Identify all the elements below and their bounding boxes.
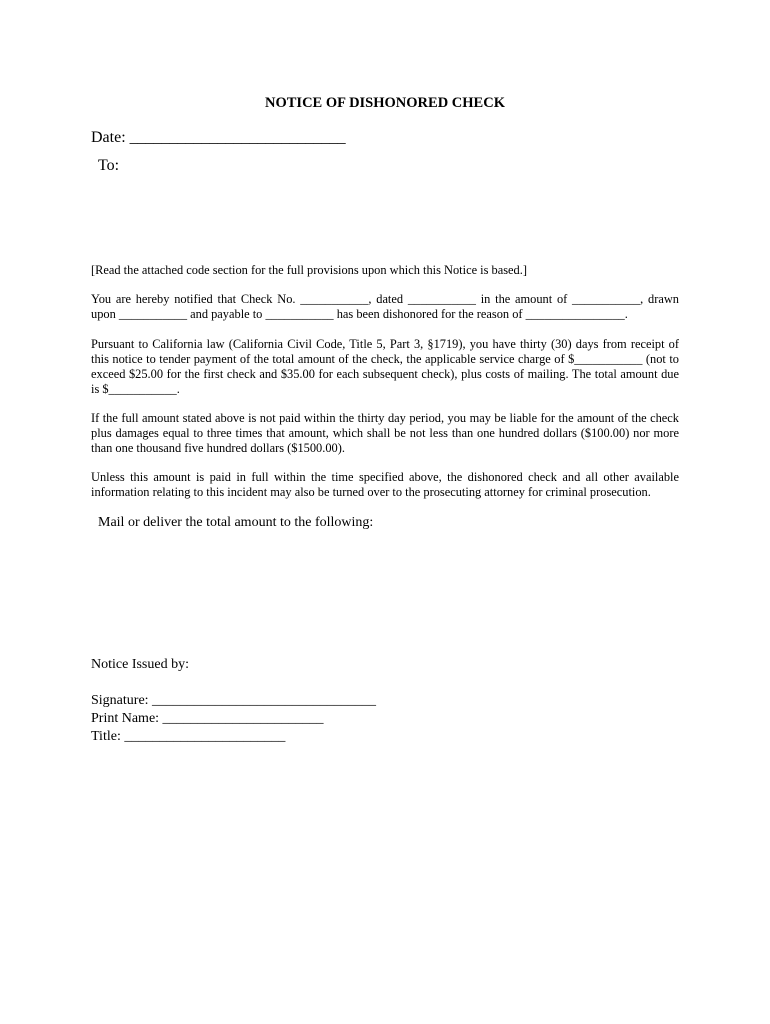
signature-line: Signature: ________________________________ (91, 693, 377, 708)
date-field-line: Date: ___________________________ (91, 129, 346, 146)
print-name-line: Print Name: _______________________ (91, 711, 324, 726)
document-title: NOTICE OF DISHONORED CHECK (265, 95, 505, 111)
signature-block (91, 692, 376, 746)
prosecution-paragraph: Unless this amount is paid in full within the time specified above, the dishonored check and all other available information relating to this incident may also be turned over to the prosecuting attorney for criminal prosecution. (91, 470, 679, 499)
mail-instructions: Mail or deliver the total amount to the following: (98, 515, 374, 530)
california-law-paragraph: Pursuant to California law (California Civil Code, Title 5, Part 3, §1719), you have thirty (30) days from receipt of this notice to tender payment of the total amount of the check, the applicable service charge of $___________ (not to exceed $25.00 for the first check and $35.00 for each subsequent check), plus costs of mailing. The total amount due is $___________. (91, 337, 679, 396)
recipient-label: To: (98, 157, 120, 174)
damages-paragraph: If the full amount stated above is not paid within the thirty day period, you may be liable for the amount of the check plus damages equal to three times that amount, which shall be not less than one hundred dollars ($100.00) nor more than one thousand five hundred dollars ($1500.00). (91, 411, 679, 455)
code-section-note: [Read the attached code section for the full provisions upon which this Notice is based.] (91, 263, 527, 277)
title-line: Title: _______________________ (91, 729, 286, 744)
check-details-paragraph: You are hereby notified that Check No. ___________, dated ___________ in the amount of ___________, drawn upon ___________ and payable to ___________ has been dishonored for the reason of ________________. (91, 292, 679, 321)
issued-by-label: Notice Issued by: (91, 657, 189, 672)
